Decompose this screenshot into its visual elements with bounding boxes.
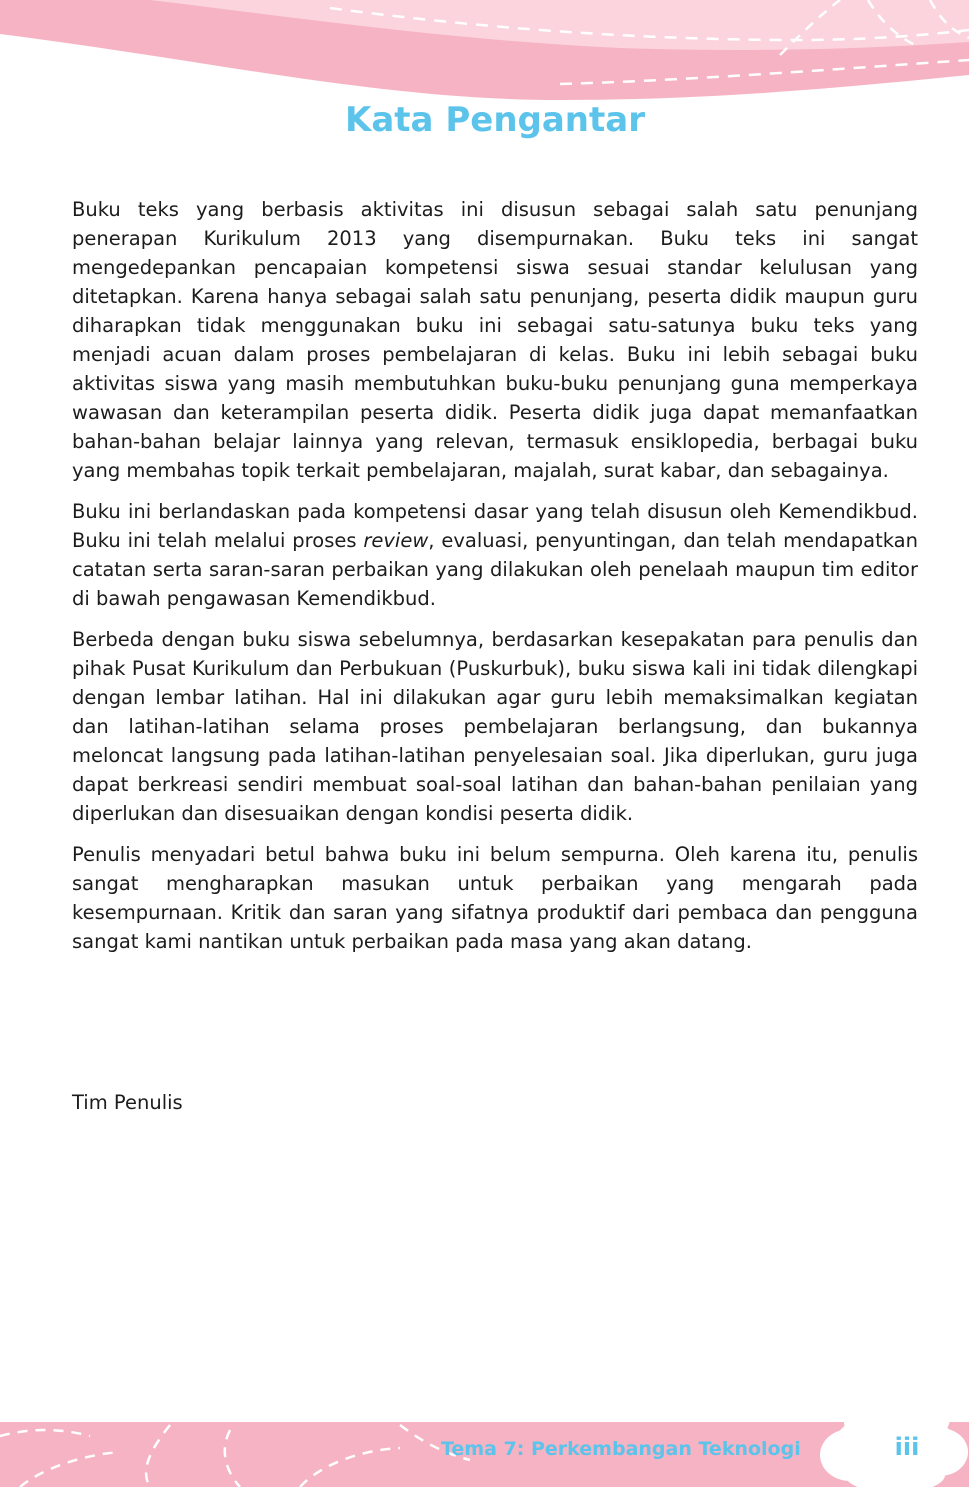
paragraph [72, 195, 918, 485]
paragraph [72, 625, 918, 828]
paragraph [72, 840, 918, 956]
paragraph-text: , evaluasi, penyuntingan, dan telah mendapatkan catatan serta saran-saran perbaikan yang dilakukan oleh penelaah maupun tim editor di bawah pengawasan Kemendikbud. [72, 529, 918, 610]
paragraph-text: Penulis menyadari betul bahwa buku ini belum sempurna. Oleh karena itu, penulis sangat mengharapkan masukan untuk perbaikan yang mengarah pada kesempurnaan. Kritik dan saran yang sifatnya produktif dari pembaca dan pengguna sangat kami nantikan untuk perbaikan pada masa yang akan datang. [72, 843, 918, 953]
header-wave-decoration [0, 0, 969, 110]
paragraph-text: Berbeda dengan buku siswa sebelumnya, berdasarkan kesepakatan para penulis dan pihak Pusat Kurikulum dan Perbukuan (Puskurbuk), buku siswa kali ini tidak dilengkapi dengan lembar latihan. Hal ini dilakukan agar guru lebih memaksimalkan kegiatan dan latihan-latihan selama proses pembelajaran berlangsung, dan bukannya meloncat langsung pada latihan-latihan penyelesaian soal. Jika diperlukan, guru juga dapat berkreasi sendiri membuat soal-soal latihan dan bahan-bahan penilaian yang diperlukan dan disesuaikan dengan kondisi peserta didik. [72, 628, 918, 825]
footer-theme-label: Tema 7: Perkembangan Teknologi [441, 1438, 801, 1460]
paragraph-text: Buku teks yang berbasis aktivitas ini disusun sebagai salah satu penunjang penerapan Kurikulum 2013 yang disempurnakan. Buku teks ini sangat mengedepankan pencapaian kompetensi siswa sesuai standar kelulusan yang ditetapkan. Karena hanya sebagai salah satu penunjang, peserta didik maupun guru diharapkan tidak menggunakan buku ini sebagai satu-satunya buku teks yang menjadi acuan dalam proses pembelajaran di kelas. Buku ini lebih sebagai buku aktivitas siswa yang masih membutuhkan buku-buku penunjang guna memperkaya wawasan dan keterampilan peserta didik. Peserta didik juga dapat memanfaatkan bahan-bahan belajar lainnya yang relevan, termasuk ensiklopedia, berbagai buku yang membahas topik terkait pembelajaran, majalah, surat kabar, dan sebagainya. [72, 198, 918, 482]
italic-term: review [363, 529, 429, 552]
signature: Tim Penulis [72, 1091, 183, 1114]
page-number: iii [894, 1433, 920, 1461]
paragraph [72, 497, 918, 613]
page-title: Kata Pengantar [345, 100, 645, 140]
body-text [72, 195, 918, 956]
paragraph-text: Buku ini berlandaskan pada kompetensi dasar yang telah disusun oleh Kemendikbud. Buku ini telah melalui proses [72, 500, 918, 552]
header-wave-graphic [0, 0, 969, 110]
